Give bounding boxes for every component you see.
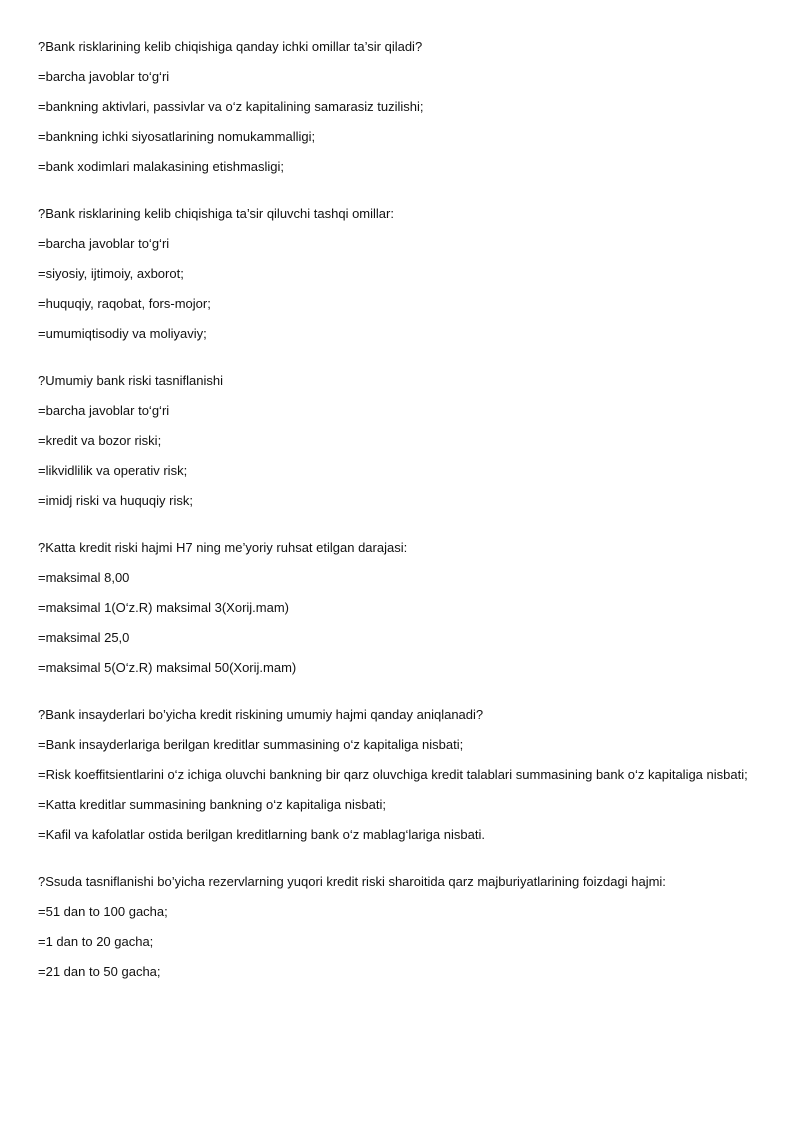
answer-option: =siyosiy, ijtimoiy, axborot;: [38, 266, 184, 281]
answer-option: =1 dan to 20 gacha;: [38, 934, 154, 949]
question-block-4: [38, 539, 768, 676]
question-block-3: [38, 372, 768, 509]
question-block-2: [38, 205, 768, 342]
question-text: ?Umumiy bank riski tasniflanishi: [38, 373, 223, 388]
answer-option: =likvidlilik va operativ risk;: [38, 463, 188, 478]
answer-option: =Kafil va kafolatlar ostida berilgan kreditlarning bank o‘z mablag‘lariga nisbati.: [38, 827, 485, 842]
answer-option: =barcha javoblar to‘g‘ri: [38, 236, 170, 251]
answer-option: =maksimal 25,0: [38, 630, 130, 645]
answer-option: =Katta kreditlar summasining bankning o‘z kapitaliga nisbati;: [38, 797, 386, 812]
answer-option: =imidj riski va huquqiy risk;: [38, 493, 193, 508]
question-text: ?Bank insayderlari bo’yicha kredit riskining umumiy hajmi qanday aniqlanadi?: [38, 707, 484, 722]
answer-option: =Risk koeffitsientlarini o‘z ichiga oluvchi bankning bir qarz oluvchiga kredit talablari summasining bank o‘z kapitaliga nisbati;: [38, 767, 748, 782]
answer-option: =bankning aktivlari, passivlar va o‘z kapitalining samarasiz tuzilishi;: [38, 99, 424, 114]
question-text: ?Bank risklarining kelib chiqishiga ta’sir qiluvchi tashqi omillar:: [38, 206, 394, 221]
answer-option: =maksimal 5(O‘z.R) maksimal 50(Xorij.mam): [38, 660, 297, 675]
answer-option: =kredit va bozor riski;: [38, 433, 162, 448]
document-page: [38, 38, 768, 1010]
answer-option: =huquqiy, raqobat, fors-mojor;: [38, 296, 211, 311]
question-text: ?Ssuda tasniflanishi bo’yicha rezervlarning yuqori kredit riski sharoitida qarz majburiyatlarining foizdagi hajmi:: [38, 874, 666, 889]
question-block-1: [38, 38, 768, 175]
question-text: ?Katta kredit riski hajmi H7 ning me’yoriy ruhsat etilgan darajasi:: [38, 540, 408, 555]
answer-option: =Bank insayderlariga berilgan kreditlar summasining o‘z kapitaliga nisbati;: [38, 737, 464, 752]
question-text: ?Bank risklarining kelib chiqishiga qanday ichki omillar ta’sir qiladi?: [38, 39, 423, 54]
answer-option: =bank xodimlari malakasining etishmasligi;: [38, 159, 285, 174]
answer-option: =21 dan to 50 gacha;: [38, 964, 161, 979]
answer-option: =umumiqtisodiy va moliyaviy;: [38, 326, 207, 341]
answer-option: =maksimal 8,00: [38, 570, 130, 585]
answer-option: =barcha javoblar to‘g‘ri: [38, 403, 170, 418]
answer-option: =51 dan to 100 gacha;: [38, 904, 168, 919]
question-block-5: [38, 706, 768, 843]
question-block-6: [38, 873, 768, 980]
answer-option: =maksimal 1(O‘z.R) maksimal 3(Xorij.mam): [38, 600, 289, 615]
answer-option: =barcha javoblar to‘g‘ri: [38, 69, 170, 84]
answer-option: =bankning ichki siyosatlarining nomukammalligi;: [38, 129, 316, 144]
